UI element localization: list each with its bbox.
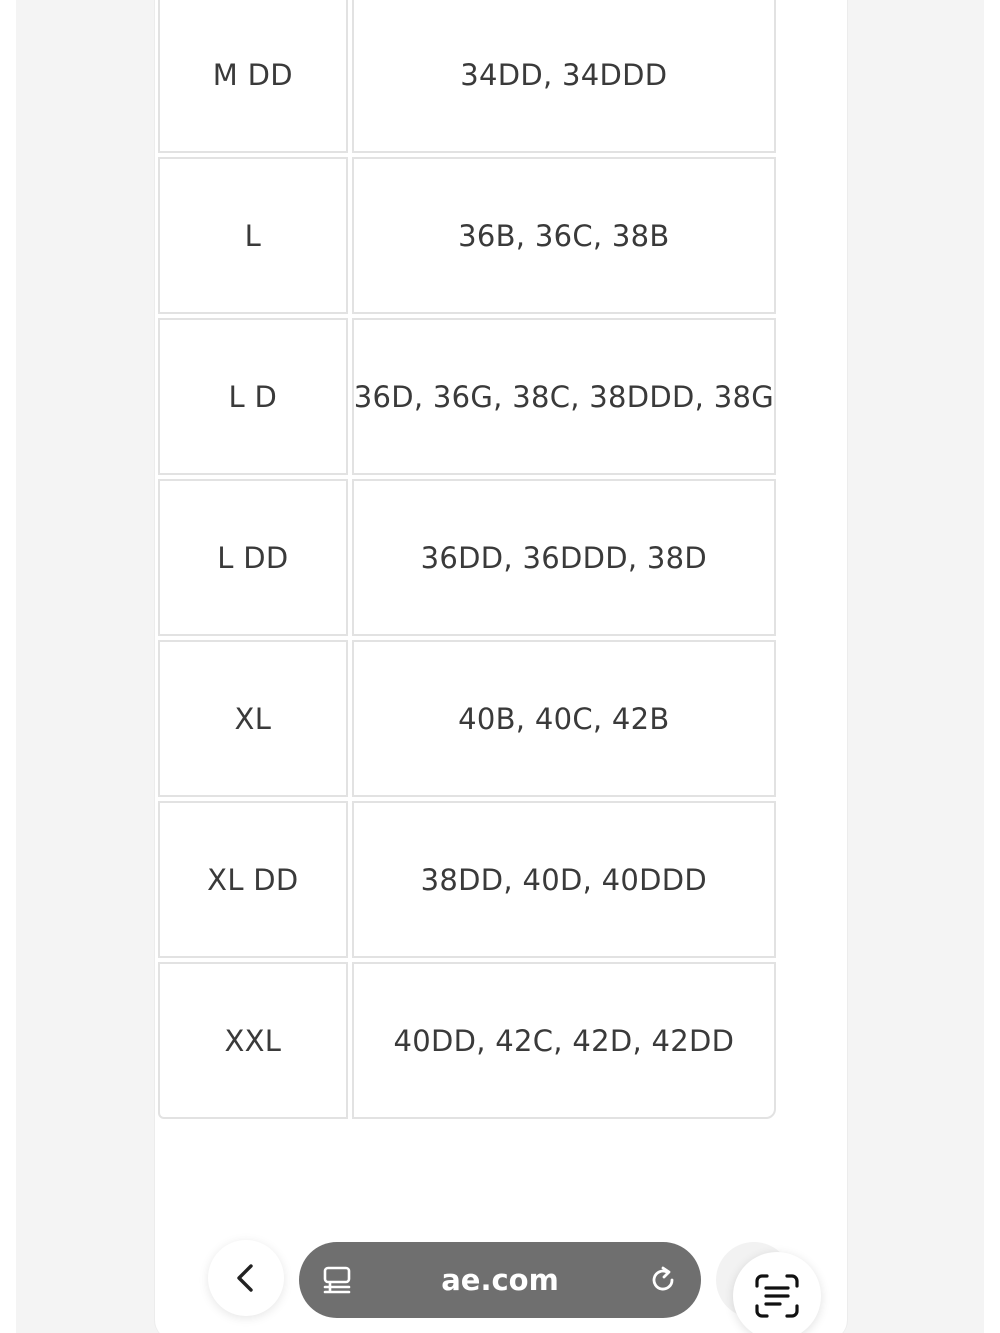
tab-overview-icon[interactable]: [319, 1262, 355, 1298]
address-bar[interactable]: [299, 1242, 701, 1318]
size-cell: XXL: [158, 962, 348, 1119]
bra-size-cell: 40B, 40C, 42B: [352, 640, 776, 797]
size-cell: L: [158, 157, 348, 314]
bra-size-cell: 36D, 36G, 38C, 38DDD, 38G: [352, 318, 776, 475]
table-row: [158, 801, 776, 958]
table-row: [158, 157, 776, 314]
bra-size-cell: 40DD, 42C, 42D, 42DD: [352, 962, 776, 1119]
size-chart-table: [154, 0, 780, 1123]
chevron-left-icon: [229, 1261, 263, 1295]
bra-size-cell: 34DD, 34DDD: [352, 0, 776, 153]
size-cell: L DD: [158, 479, 348, 636]
size-chart: [158, 0, 776, 1119]
table-row: [158, 479, 776, 636]
table-row: [158, 640, 776, 797]
page-edge-left: [0, 0, 16, 1333]
table-row: [158, 318, 776, 475]
back-button[interactable]: [208, 1240, 284, 1316]
reload-icon[interactable]: [645, 1262, 681, 1298]
size-cell: M DD: [158, 0, 348, 153]
size-cell: XL: [158, 640, 348, 797]
live-text-button[interactable]: [733, 1252, 821, 1333]
bra-size-cell: 36DD, 36DDD, 38D: [352, 479, 776, 636]
bra-size-cell: 36B, 36C, 38B: [352, 157, 776, 314]
table-row: [158, 962, 776, 1119]
size-cell: XL DD: [158, 801, 348, 958]
live-text-icon: [751, 1270, 803, 1322]
page-edge-right: [984, 0, 1000, 1333]
table-row: [158, 0, 776, 153]
address-url[interactable]: ae.com: [441, 1263, 559, 1297]
bra-size-cell: 38DD, 40D, 40DDD: [352, 801, 776, 958]
size-cell: L D: [158, 318, 348, 475]
